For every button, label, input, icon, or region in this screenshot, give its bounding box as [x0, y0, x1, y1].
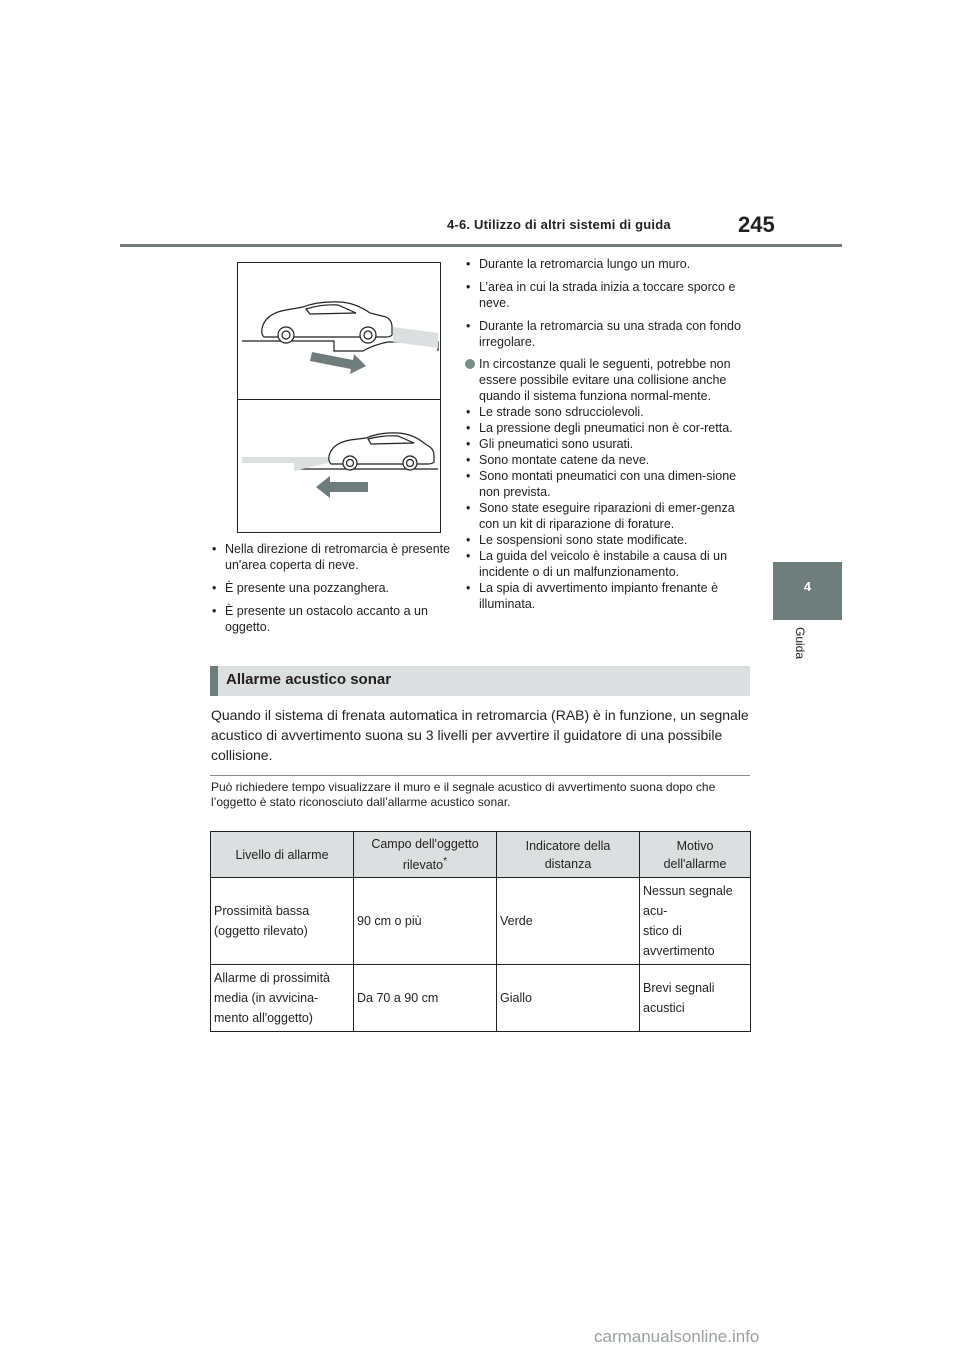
section-heading-bar	[210, 666, 750, 696]
chapter-tab: 4	[773, 562, 842, 620]
list-item: • La spia di avvertimento impianto frenante è illuminata.	[464, 580, 754, 612]
illustration-figure	[237, 262, 441, 533]
header-range-text: Campo dell'oggetto rilevato	[371, 836, 479, 873]
cell-line: Allarme di prossimità	[214, 971, 331, 985]
cell-line: media (in avvicina-	[214, 991, 319, 1005]
list-item: • È presente un ostacolo accanto a un oggetto.	[210, 603, 465, 635]
circumstances-block	[464, 356, 754, 612]
list-item: • L’area in cui la strada inizia a toccare sporco e neve.	[464, 279, 754, 311]
cell-range: Da 70 a 90 cm	[354, 965, 497, 1032]
list-item: • La guida del veicolo è instabile a causa di un incidente o di un malfunzionamento.	[464, 548, 754, 580]
note-rule	[210, 775, 750, 776]
cell-indicator: Verde	[497, 878, 640, 965]
list-item: • Durante la retromarcia su una strada con fondo irregolare.	[464, 318, 754, 350]
footnote-mark: *	[443, 855, 448, 867]
list-item: • Le sospensioni sono state modificate.	[464, 532, 754, 548]
left-bullet-list	[210, 541, 465, 642]
section-note: Può richiedere tempo visualizzare il muro e il segnale acustico di avvertimento suona dopo che l’oggetto è stato riconosciuto dall’allarme acustico sonar.	[211, 780, 716, 809]
header-reason: Motivo dell'allarme	[640, 832, 751, 878]
cell-reason: Brevi segnali acustici	[640, 965, 751, 1032]
list-item: • Sono state eseguire riparazioni di emer-genza con un kit di riparazione di forature.	[464, 500, 754, 532]
cell-line: mento all'oggetto)	[214, 1011, 313, 1025]
circle-bullet-icon	[465, 359, 475, 369]
cell-line: (oggetto rilevato)	[214, 924, 308, 938]
bottom-panel-scene	[242, 433, 438, 498]
table-row	[211, 878, 751, 965]
header-level: Livello di allarme	[211, 832, 354, 878]
cell-level	[211, 878, 354, 965]
table-row	[211, 965, 751, 1032]
page-number: 245	[738, 212, 775, 237]
section-header: 4-6. Utilizzo di altri sistemi di guida	[447, 217, 671, 232]
reversing-car-illustration	[238, 263, 442, 534]
section-accent	[210, 666, 218, 696]
cell-line: Prossimità bassa	[214, 904, 310, 918]
list-item: • Nella direzione di retromarcia è presente un'area coperta di neve.	[210, 541, 465, 573]
cell-level	[211, 965, 354, 1032]
table-header-row	[211, 832, 751, 878]
alarm-levels-table	[210, 831, 751, 1032]
cell-range: 90 cm o più	[354, 878, 497, 965]
cell-line: stico di avvertimento	[643, 924, 715, 958]
list-item: • Le strade sono sdrucciolevoli.	[464, 404, 754, 420]
list-item: • Gli pneumatici sono usurati.	[464, 436, 754, 452]
chapter-side-label	[777, 627, 837, 687]
circumstances-list	[464, 404, 754, 612]
chapter-label: Guida	[793, 627, 807, 660]
header-range	[354, 832, 497, 878]
cell-line: Nessun segnale acu-	[643, 884, 733, 918]
section-title: Allarme acustico sonar	[226, 671, 392, 688]
header-indicator: Indicatore della distanza	[497, 832, 640, 878]
circumstances-intro: In circostanze quali le seguenti, potrebbe non essere possibile evitare una collisione anche quando il sistema funziona normal-mente.	[479, 357, 731, 403]
list-item: • È presente una pozzanghera.	[210, 580, 465, 596]
section-body: Quando il sistema di frenata automatica in retromarcia (RAB) è in funzione, un segnale acustico di avvertimento suona su 3 livelli per avvertire il guidatore di una possibile collisione.	[211, 707, 749, 763]
watermark[interactable]: carmanualsonline.info	[594, 1327, 760, 1346]
cell-indicator: Giallo	[497, 965, 640, 1032]
list-item: • Durante la retromarcia lungo un muro.	[464, 256, 754, 272]
list-item: • La pressione degli pneumatici non è cor-retta.	[464, 420, 754, 436]
cell-reason	[640, 878, 751, 965]
header-rule	[120, 244, 842, 247]
top-panel-scene	[242, 302, 438, 374]
list-item: • Sono montate catene da neve.	[464, 452, 754, 468]
list-item: • Sono montati pneumatici con una dimen-sione non prevista.	[464, 468, 754, 500]
right-bullet-list	[464, 256, 754, 357]
